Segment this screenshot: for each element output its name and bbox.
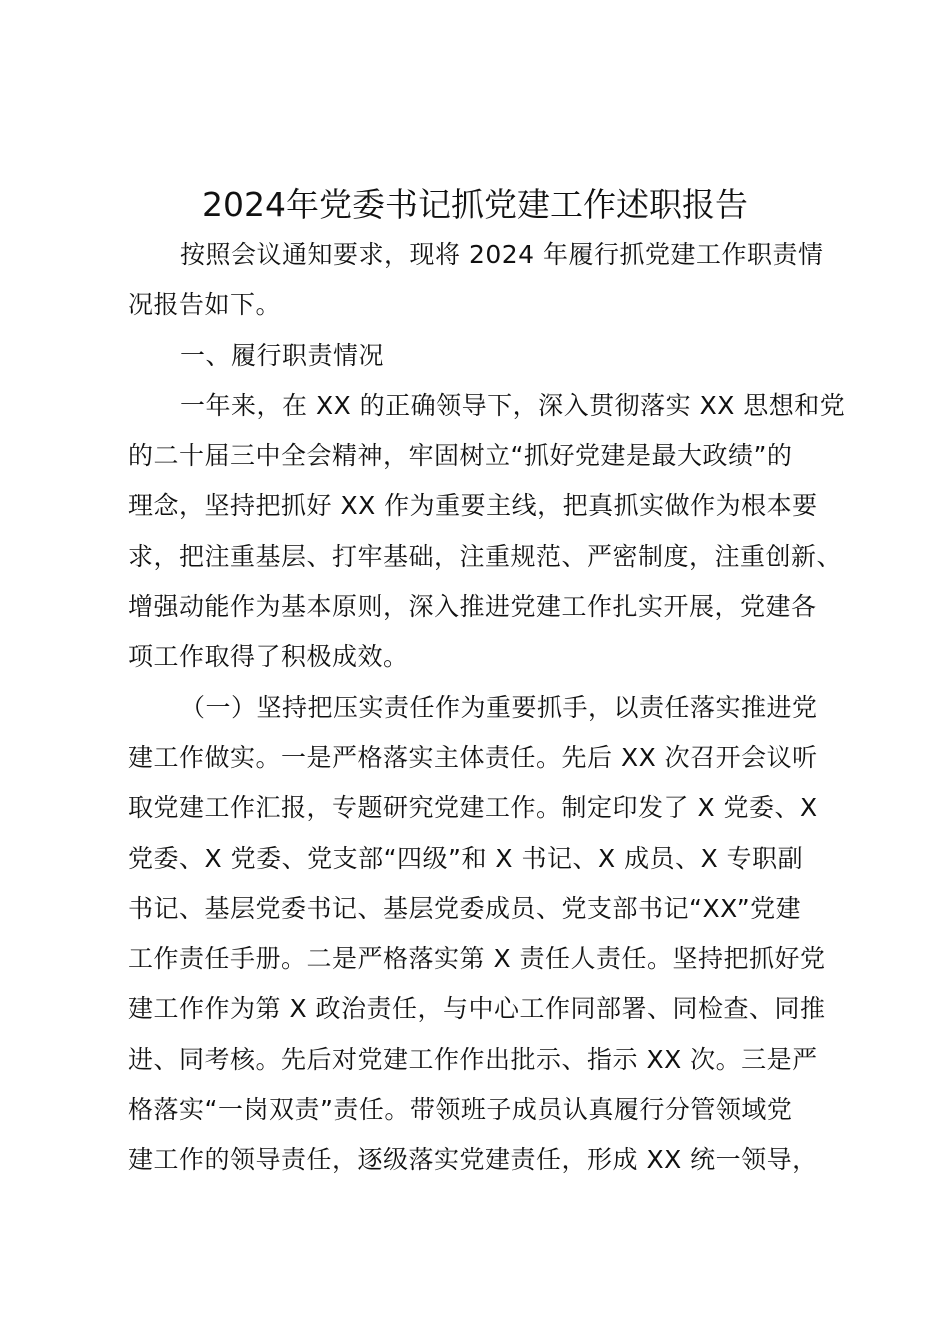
paragraph-line: 理念，坚持把抓好 XX 作为重要主线，把真抓实做作为根本要 [128,491,818,521]
paragraph-line: 工作责任手册。二是严格落实第 X 责任人责任。坚持把抓好党 [128,944,826,974]
paragraph-line: 进、同考核。先后对党建工作作出批示、指示 XX 次。三是严 [128,1044,818,1074]
paragraph-line: 建工作作为第 X 政治责任，与中心工作同部署、同检查、同推 [128,994,826,1024]
paragraph-line: 建工作做实。一是严格落实主体责任。先后 XX 次召开会议听 [128,742,818,772]
paragraph-line: 的二十届三中全会精神，牢固树立“抓好党建是最大政绩”的 [128,441,793,471]
section-heading: 一、履行职责情况 [180,340,385,370]
paragraph-line: （一）坚持把压实责任作为重要抓手，以责任落实推进党 [180,692,818,722]
paragraph-line: 党委、X 党委、党支部“四级”和 X 书记、X 成员、X 专职副 [128,843,804,873]
paragraph-line: 取党建工作汇报，专题研究党建工作。制定印发了 X 党委、X [128,793,818,823]
paragraph-line: 求，把注重基层、打牢基础，注重规范、严密制度，注重创新、 [128,541,843,571]
paragraph-line: 增强动能作为基本原则，深入推进党建工作扎实开展，党建各 [128,592,817,622]
document-title: 2024年党委书记抓党建工作述职报告 [202,185,748,224]
paragraph-line: 况报告如下。 [128,290,282,320]
paragraph-line: 建工作的领导责任，逐级落实党建责任，形成 XX 统一领导， [128,1145,818,1175]
document-body [128,230,846,1186]
paragraph-line: 书记、基层党委书记、基层党委成员、党支部书记“XX”党建 [128,893,802,923]
paragraph-line: 一年来，在 XX 的正确领导下，深入贯彻落实 XX 思想和党 [180,390,846,420]
paragraph-line: 项工作取得了积极成效。 [128,642,409,672]
paragraph-line: 按照会议通知要求，现将 2024 年履行抓党建工作职责情 [180,240,824,269]
paragraph-line: 格落实“一岗双责”责任。带领班子成员认真履行分管领域党 [128,1095,793,1125]
